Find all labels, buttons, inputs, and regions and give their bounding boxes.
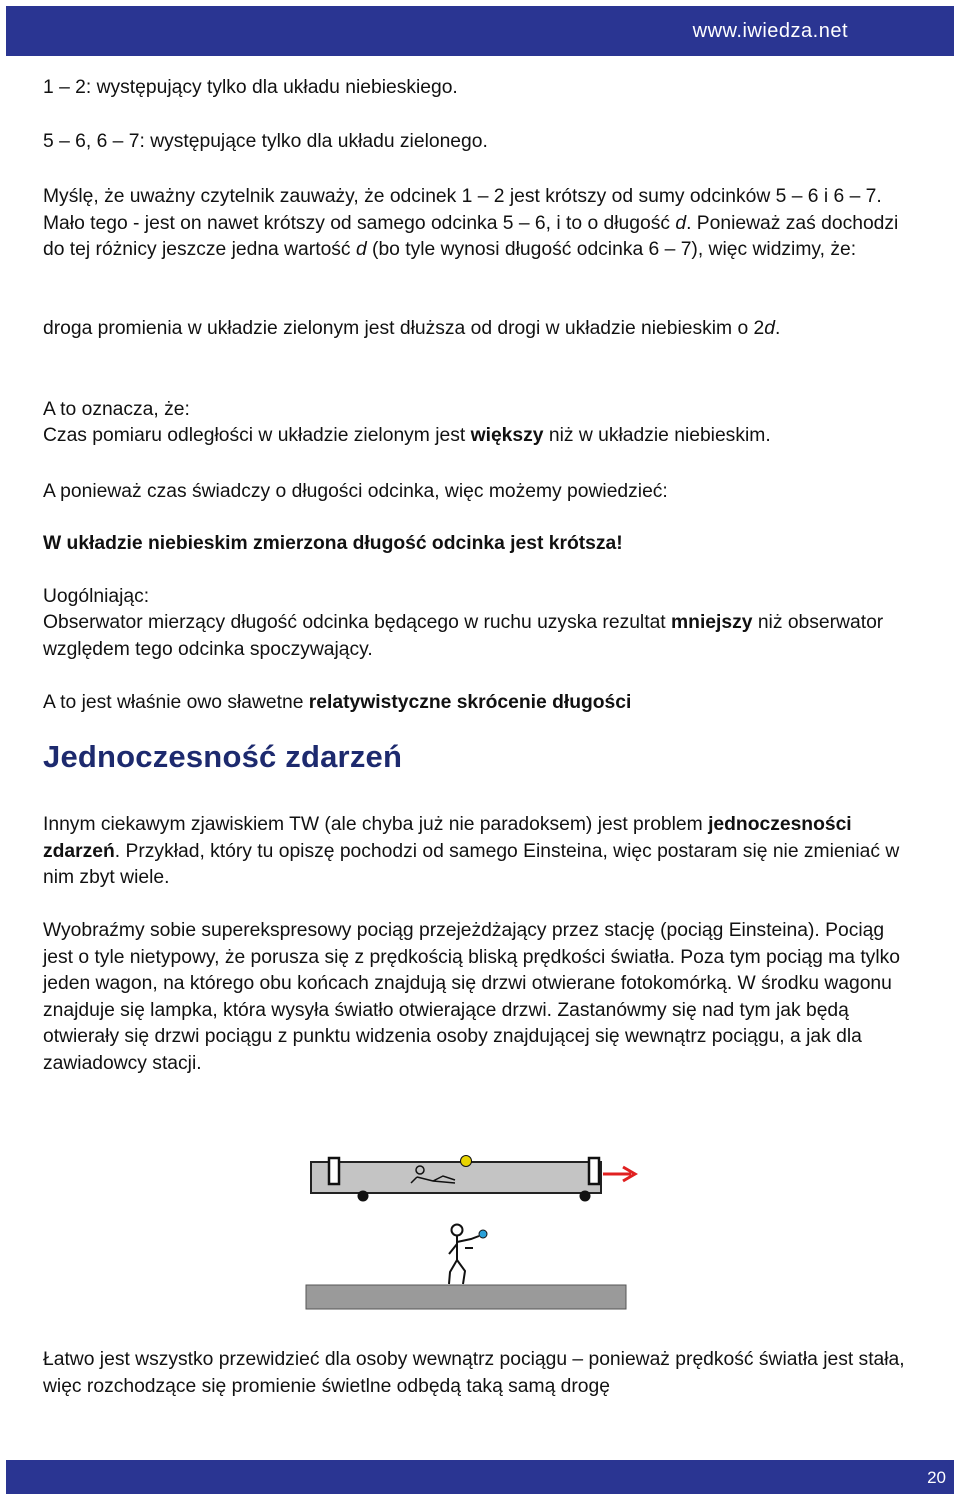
- site-url[interactable]: www.iwiedza.net: [692, 20, 848, 42]
- italic-d: d: [675, 212, 687, 234]
- text-span: Myślę, że uważny czytelnik zauważy, że odcinek 1 – 2 jest krótszy od sumy odcinków 5 – 6 i 6 – 7. Mało tego - jest on nawet krótszy od samego odcinka 5 – 6, i to o długość: [43, 186, 882, 234]
- text-span: A to jest właśnie owo sławetne: [43, 692, 309, 713]
- conclusion-bold: W układzie niebieskim zmierzona długość odcinka jest krótsza!: [43, 533, 623, 554]
- bold-term: jednoczesności zdarzeń: [43, 814, 852, 862]
- left-door-icon: [329, 1158, 339, 1184]
- generalization-label: Uogólniając:: [43, 586, 150, 607]
- bold-word: większy: [470, 425, 544, 446]
- generalization-text: [43, 610, 913, 663]
- right-door-icon: [589, 1158, 599, 1184]
- wheel-icon: [580, 1191, 591, 1202]
- paragraph-observation: [43, 184, 903, 264]
- italic-d: d: [764, 318, 776, 339]
- text-span: niż obserwator względem tego odcinka spoczywający.: [43, 612, 884, 660]
- bold-term: relatywistyczne skrócenie długości: [308, 692, 632, 713]
- motion-arrow-icon: [603, 1167, 635, 1181]
- text-span: Innym ciekawym zjawiskiem TW (ale chyba już nie paradoksem) jest problem: [43, 814, 709, 835]
- lamp-icon: [461, 1156, 472, 1167]
- text-span: .: [775, 318, 781, 339]
- footer-bar: [6, 1460, 954, 1494]
- text-span: niż w układzie niebieskim.: [543, 425, 771, 446]
- text-span: (bo tyle wynosi długość odcinka 6 – 7), więc widzimy, że:: [366, 239, 857, 260]
- paragraph-train: Wyobraźmy sobie superekspresowy pociąg przejeżdżający przez stację (pociąg Einsteina). Pociąg jest o tyle nietypowy, że porusza się z prędkością bliską prędkości światła. Poza tym pociąg ma tylko jeden wagon, na którego obu końcach znajdują się drzwi otwierane fotokomórką. W środku wagonu znajduje się lampka, która wysyła światło otwierające drzwi. Zastanówmy się nad tym jak będą otwierały się drzwi pociągu z punktu widzenia osoby znajdującej się wewnątrz pociągu, a jak dla zawiadowcy stacji.: [43, 920, 900, 1074]
- length-contraction-line: [43, 690, 923, 717]
- line-1-2: 1 – 2: występujący tylko dla układu niebieskiego.: [43, 77, 458, 98]
- text-span: Obserwator mierzący długość odcinka będącego w ruchu uzyska rezultat: [43, 612, 672, 633]
- paragraph-simultaneity: [43, 812, 913, 892]
- text-span: . Przykład, który tu opiszę pochodzi od samego Einsteina, więc postaram się nie zmieniać w nim zbyt wiele.: [43, 840, 900, 888]
- line-5-6-7: 5 – 6, 6 – 7: występujące tylko dla układu zielonego.: [43, 131, 488, 152]
- bold-word: mniejszy: [671, 612, 753, 633]
- train-illustration: [305, 1150, 645, 1320]
- paragraph-inside-observer: Łatwo jest wszystko przewidzieć dla osoby wewnątrz pociągu – ponieważ prędkość światła jest stała, więc rozchodzące się promienie świetlne odbędą taką samą drogę: [43, 1349, 905, 1397]
- page-number: 20: [927, 1468, 946, 1487]
- wagon-body: [311, 1162, 601, 1193]
- text-span: . Ponieważ zaś dochodzi do tej różnicy jeszcze jedna wartość: [43, 212, 899, 260]
- paragraph-time-length: A ponieważ czas świadczy o długości odcinka, więc możemy powiedzieć:: [43, 481, 668, 502]
- paragraph-meaning-intro: A to oznacza, że:: [43, 399, 190, 420]
- section-heading: Jednoczesność zdarzeń: [43, 739, 403, 774]
- paragraph-time-measurement: [43, 423, 923, 450]
- header-bar: [6, 6, 954, 56]
- stationmaster-icon: [449, 1225, 479, 1285]
- paragraph-path-difference: [43, 316, 903, 343]
- platform: [306, 1285, 626, 1309]
- italic-d: d: [355, 239, 367, 260]
- text-span: Czas pomiaru odległości w układzie zielonym jest: [43, 425, 471, 446]
- signal-lamp-icon: [479, 1230, 487, 1238]
- wheel-icon: [358, 1191, 369, 1202]
- text-span: droga promienia w układzie zielonym jest dłuższa od drogi w układzie niebieskim o 2: [43, 318, 765, 339]
